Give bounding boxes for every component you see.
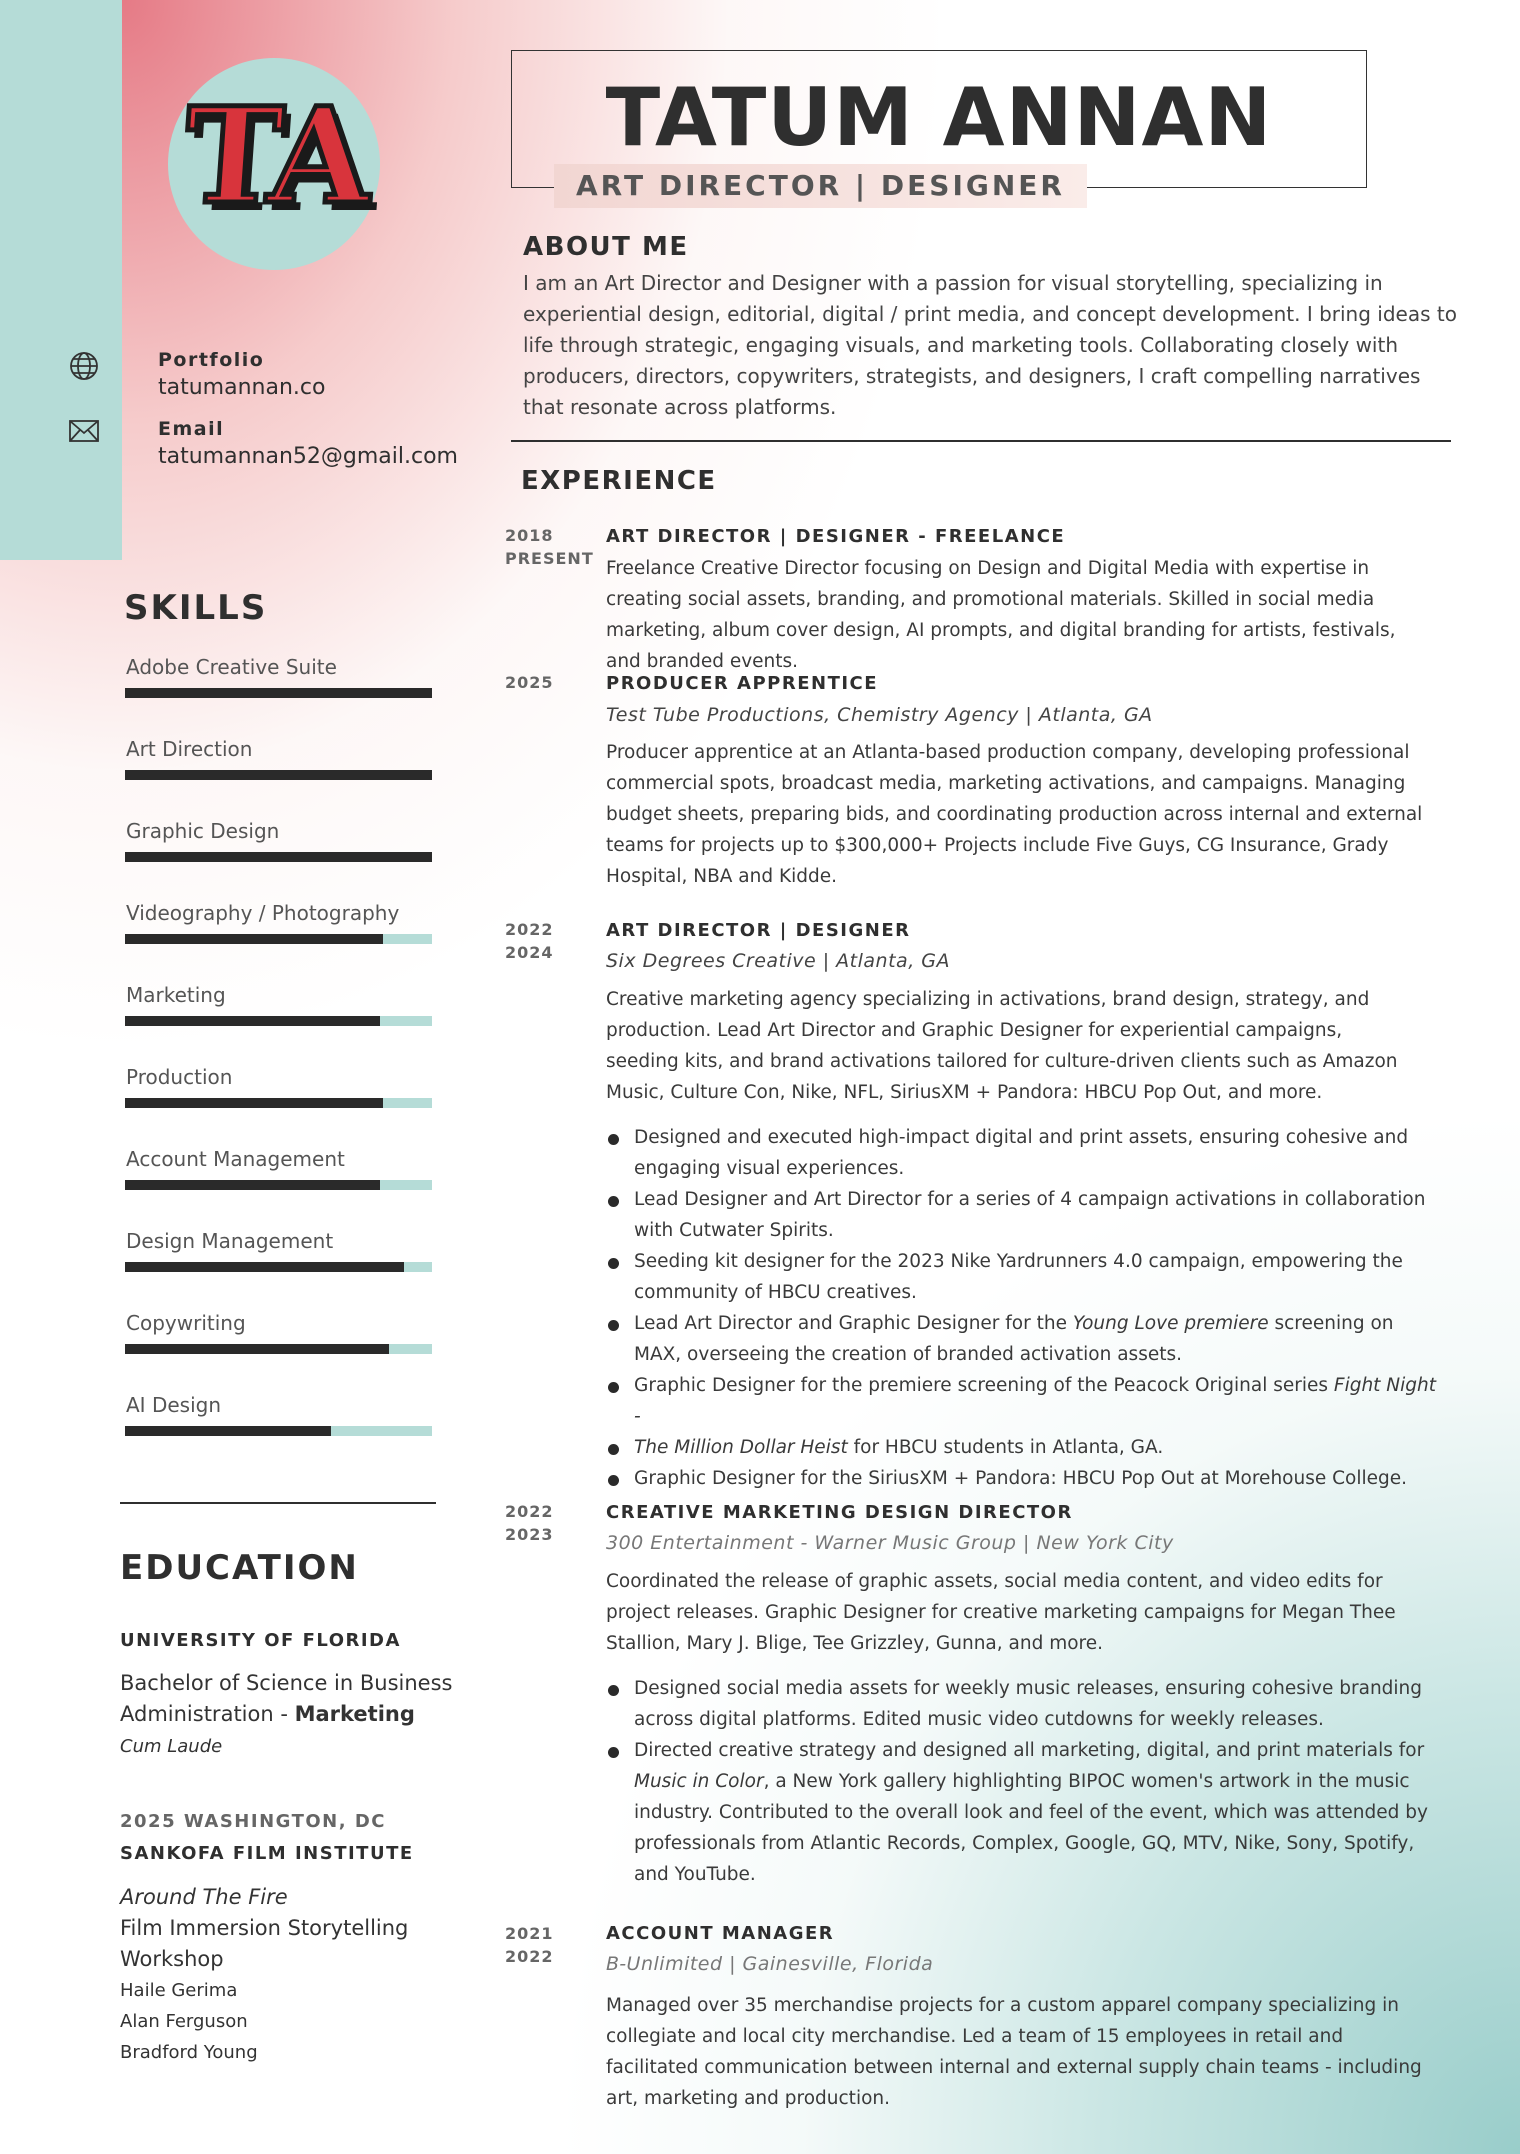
degree-line-1: Bachelor of Science in Business — [120, 1671, 453, 1695]
job-title-header: ART DIRECTOR | DESIGNER — [554, 164, 1087, 208]
job-title: ART DIRECTOR | DESIGNER - FREELANCE — [606, 526, 1066, 547]
skill-label: AI Design — [126, 1393, 221, 1417]
skill-label: Graphic Design — [126, 819, 280, 843]
achievement-item: Seeding kit designer for the 2023 Nike Yardrunners 4.0 campaign, empowering the community of HBCU creatives. — [606, 1246, 1436, 1308]
skill-label: Production — [126, 1065, 233, 1089]
mail-icon — [68, 418, 102, 448]
job-description: Creative marketing agency specializing in activations, brand design, strategy, and production. Lead Art Director and Graphic Designer for experiential campaigns, seeding kits, and brand activations tailored for culture-driven clients such as Amazon Music, Culture Con, Nike, NFL, SiriusXM + Pandora: HBCU Pop Out, and more. — [606, 989, 1398, 1103]
skill-bar-fill — [125, 1098, 383, 1108]
job-achievements — [606, 1673, 1436, 1890]
achievement-item: Lead Art Director and Graphic Designer for the Young Love premiere screening on MAX, overseeing the creation of branded activation assets. — [606, 1308, 1436, 1370]
achievement-item: Graphic Designer for the premiere screening of the Peacock Original series Fight Night - — [606, 1370, 1436, 1432]
job-description: Managed over 35 merchandise projects for a custom apparel company specializing in collegiate and local city merchandise. Led a team of 15 employees in retail and facilitated communication between internal and external supply chain teams - including art, marketing and production. — [606, 1995, 1422, 2109]
job-year-start: 2025 — [505, 673, 554, 692]
job-year-start: 2018 — [505, 526, 554, 545]
mentor-name: Haile Gerima — [120, 1980, 238, 2001]
job-title: ART DIRECTOR | DESIGNER — [606, 920, 911, 941]
job-year-end: PRESENT — [505, 549, 594, 568]
job-title: CREATIVE MARKETING DESIGN DIRECTOR — [606, 1502, 1073, 1523]
about-divider — [511, 440, 1451, 442]
skill-label: Art Direction — [126, 737, 253, 761]
skill-bar — [125, 934, 432, 944]
job-year-start: 2022 — [505, 920, 554, 939]
skill-bar — [125, 1098, 432, 1108]
skill-bar-fill — [125, 934, 383, 944]
skill-bar-fill — [125, 852, 432, 862]
degree-honors: Cum Laude — [120, 1736, 223, 1757]
achievement-item: Designed and executed high-impact digital and print assets, ensuring cohesive and engaging visual experiences. — [606, 1122, 1436, 1184]
job-company: Six Degrees Creative | Atlanta, GA — [606, 950, 950, 972]
skill-bar — [125, 1262, 432, 1272]
achievement-item: The Million Dollar Heist for HBCU students in Atlanta, GA. — [606, 1432, 1436, 1463]
job-year-start: 2022 — [505, 1502, 554, 1521]
experience-title: EXPERIENCE — [521, 466, 717, 496]
skill-bar — [125, 852, 432, 862]
degree-major: Marketing — [294, 1702, 415, 1726]
skill-bar — [125, 1180, 432, 1190]
job-company: 300 Entertainment - Warner Music Group | New York City — [606, 1532, 1174, 1554]
skill-bar-fill — [125, 1016, 380, 1026]
job-title: PRODUCER APPRENTICE — [606, 673, 879, 694]
skill-bar-fill — [125, 688, 432, 698]
job-description: Coordinated the release of graphic assets, social media content, and video edits for project releases. Graphic Designer for creative marketing campaigns for Megan Thee Stallion, Mary J. Blige, Tee Grizzley, Gunna, and more. — [606, 1571, 1396, 1654]
skill-bar-fill — [125, 1262, 404, 1272]
skill-label: Marketing — [126, 983, 226, 1007]
email-link[interactable]: tatumannan52@gmail.com — [158, 444, 458, 469]
degree-line-2 — [120, 1699, 415, 1730]
about-text: I am an Art Director and Designer with a passion for visual storytelling, specializing in experiential design, editorial, digital / print media, and concept development. I bring ideas to life through strategic, engaging visuals, and marketing tools. Collaborating closely with producers, directors, copywriters, strategists, and designers, I craft compelling narratives that resonate across platforms. — [523, 271, 1457, 419]
program-line-2: Workshop — [120, 1947, 224, 1971]
skill-bar-fill — [125, 1344, 389, 1354]
sidebar-accent-strip — [0, 0, 122, 560]
job-description: Producer apprentice at an Atlanta-based production company, developing professional commercial spots, broadcast media, marketing activations, and campaigns. Managing budget sheets, preparing bids, and coordinating production across internal and external teams for projects up to $300,000+ Projects include Five Guys, CG Insurance, Grady Hospital, NBA and Kidde. — [606, 742, 1423, 887]
job-year-end: 2022 — [505, 1947, 554, 1966]
skill-label: Copywriting — [126, 1311, 246, 1335]
mentor-name: Bradford Young — [120, 2042, 258, 2063]
education-entry-meta: 2025 WASHINGTON, DC — [120, 1811, 386, 1832]
about-title: ABOUT ME — [523, 232, 689, 262]
skill-label: Account Management — [126, 1147, 345, 1171]
skill-label: Adobe Creative Suite — [126, 655, 337, 679]
full-name: TATUM ANNAN — [605, 71, 1273, 164]
job-year-end: 2023 — [505, 1525, 554, 1544]
school-name: UNIVERSITY OF FLORIDA — [120, 1630, 401, 1651]
job-description: Freelance Creative Director focusing on Design and Digital Media with expertise in creating social assets, branding, and promotional materials. Skilled in social media marketing, album cover design, AI prompts, and digital branding for artists, festivals, and branded events. — [606, 558, 1396, 672]
skill-bar — [125, 688, 432, 698]
skill-bar — [125, 1426, 432, 1436]
job-year-end: 2024 — [505, 943, 554, 962]
skill-bar-fill — [125, 1426, 331, 1436]
skills-title: SKILLS — [124, 588, 268, 628]
job-company: Test Tube Productions, Chemistry Agency | Atlanta, GA — [606, 704, 1153, 726]
education-title: EDUCATION — [120, 1548, 359, 1588]
skill-label: Design Management — [126, 1229, 334, 1253]
skill-label: Videography / Photography — [126, 901, 400, 925]
job-title: ACCOUNT MANAGER — [606, 1923, 835, 1944]
globe-icon — [68, 350, 102, 380]
program-title-italic: Around The Fire — [120, 1885, 288, 1909]
job-year-start: 2021 — [505, 1924, 554, 1943]
education-divider — [120, 1502, 436, 1504]
email-label: Email — [158, 418, 225, 440]
achievement-item: Designed social media assets for weekly music releases, ensuring cohesive branding across digital platforms. Edited music video cutdowns for weekly releases. — [606, 1673, 1436, 1735]
job-company: B-Unlimited | Gainesville, Florida — [606, 1953, 934, 1975]
portfolio-label: Portfolio — [158, 349, 265, 371]
skill-bar — [125, 770, 432, 780]
achievement-item: Directed creative strategy and designed all marketing, digital, and print materials for Music in Color, a New York gallery highlighting BIPOC women's artwork in the music industry. Contributed to the overall look and feel of the event, which was attended by professionals from Atlantic Records, Complex, Google, GQ, MTV, Nike, Sony, Spotify, and YouTube. — [606, 1735, 1436, 1890]
skill-bar-fill — [125, 1180, 380, 1190]
skill-bar-fill — [125, 770, 432, 780]
logo-monogram: TA — [178, 79, 372, 234]
portfolio-link[interactable]: tatumannan.co — [158, 375, 326, 400]
program-line-1: Film Immersion Storytelling — [120, 1916, 409, 1940]
skill-bar — [125, 1016, 432, 1026]
skill-bar — [125, 1344, 432, 1354]
achievement-item: Graphic Designer for the SiriusXM + Pandora: HBCU Pop Out at Morehouse College. — [606, 1463, 1436, 1494]
institute-name: SANKOFA FILM INSTITUTE — [120, 1843, 414, 1864]
achievement-item: Lead Designer and Art Director for a series of 4 campaign activations in collaboration with Cutwater Spirits. — [606, 1184, 1436, 1246]
job-achievements — [606, 1122, 1436, 1494]
degree-prefix: Administration - — [120, 1702, 295, 1726]
mentor-name: Alan Ferguson — [120, 2011, 248, 2032]
